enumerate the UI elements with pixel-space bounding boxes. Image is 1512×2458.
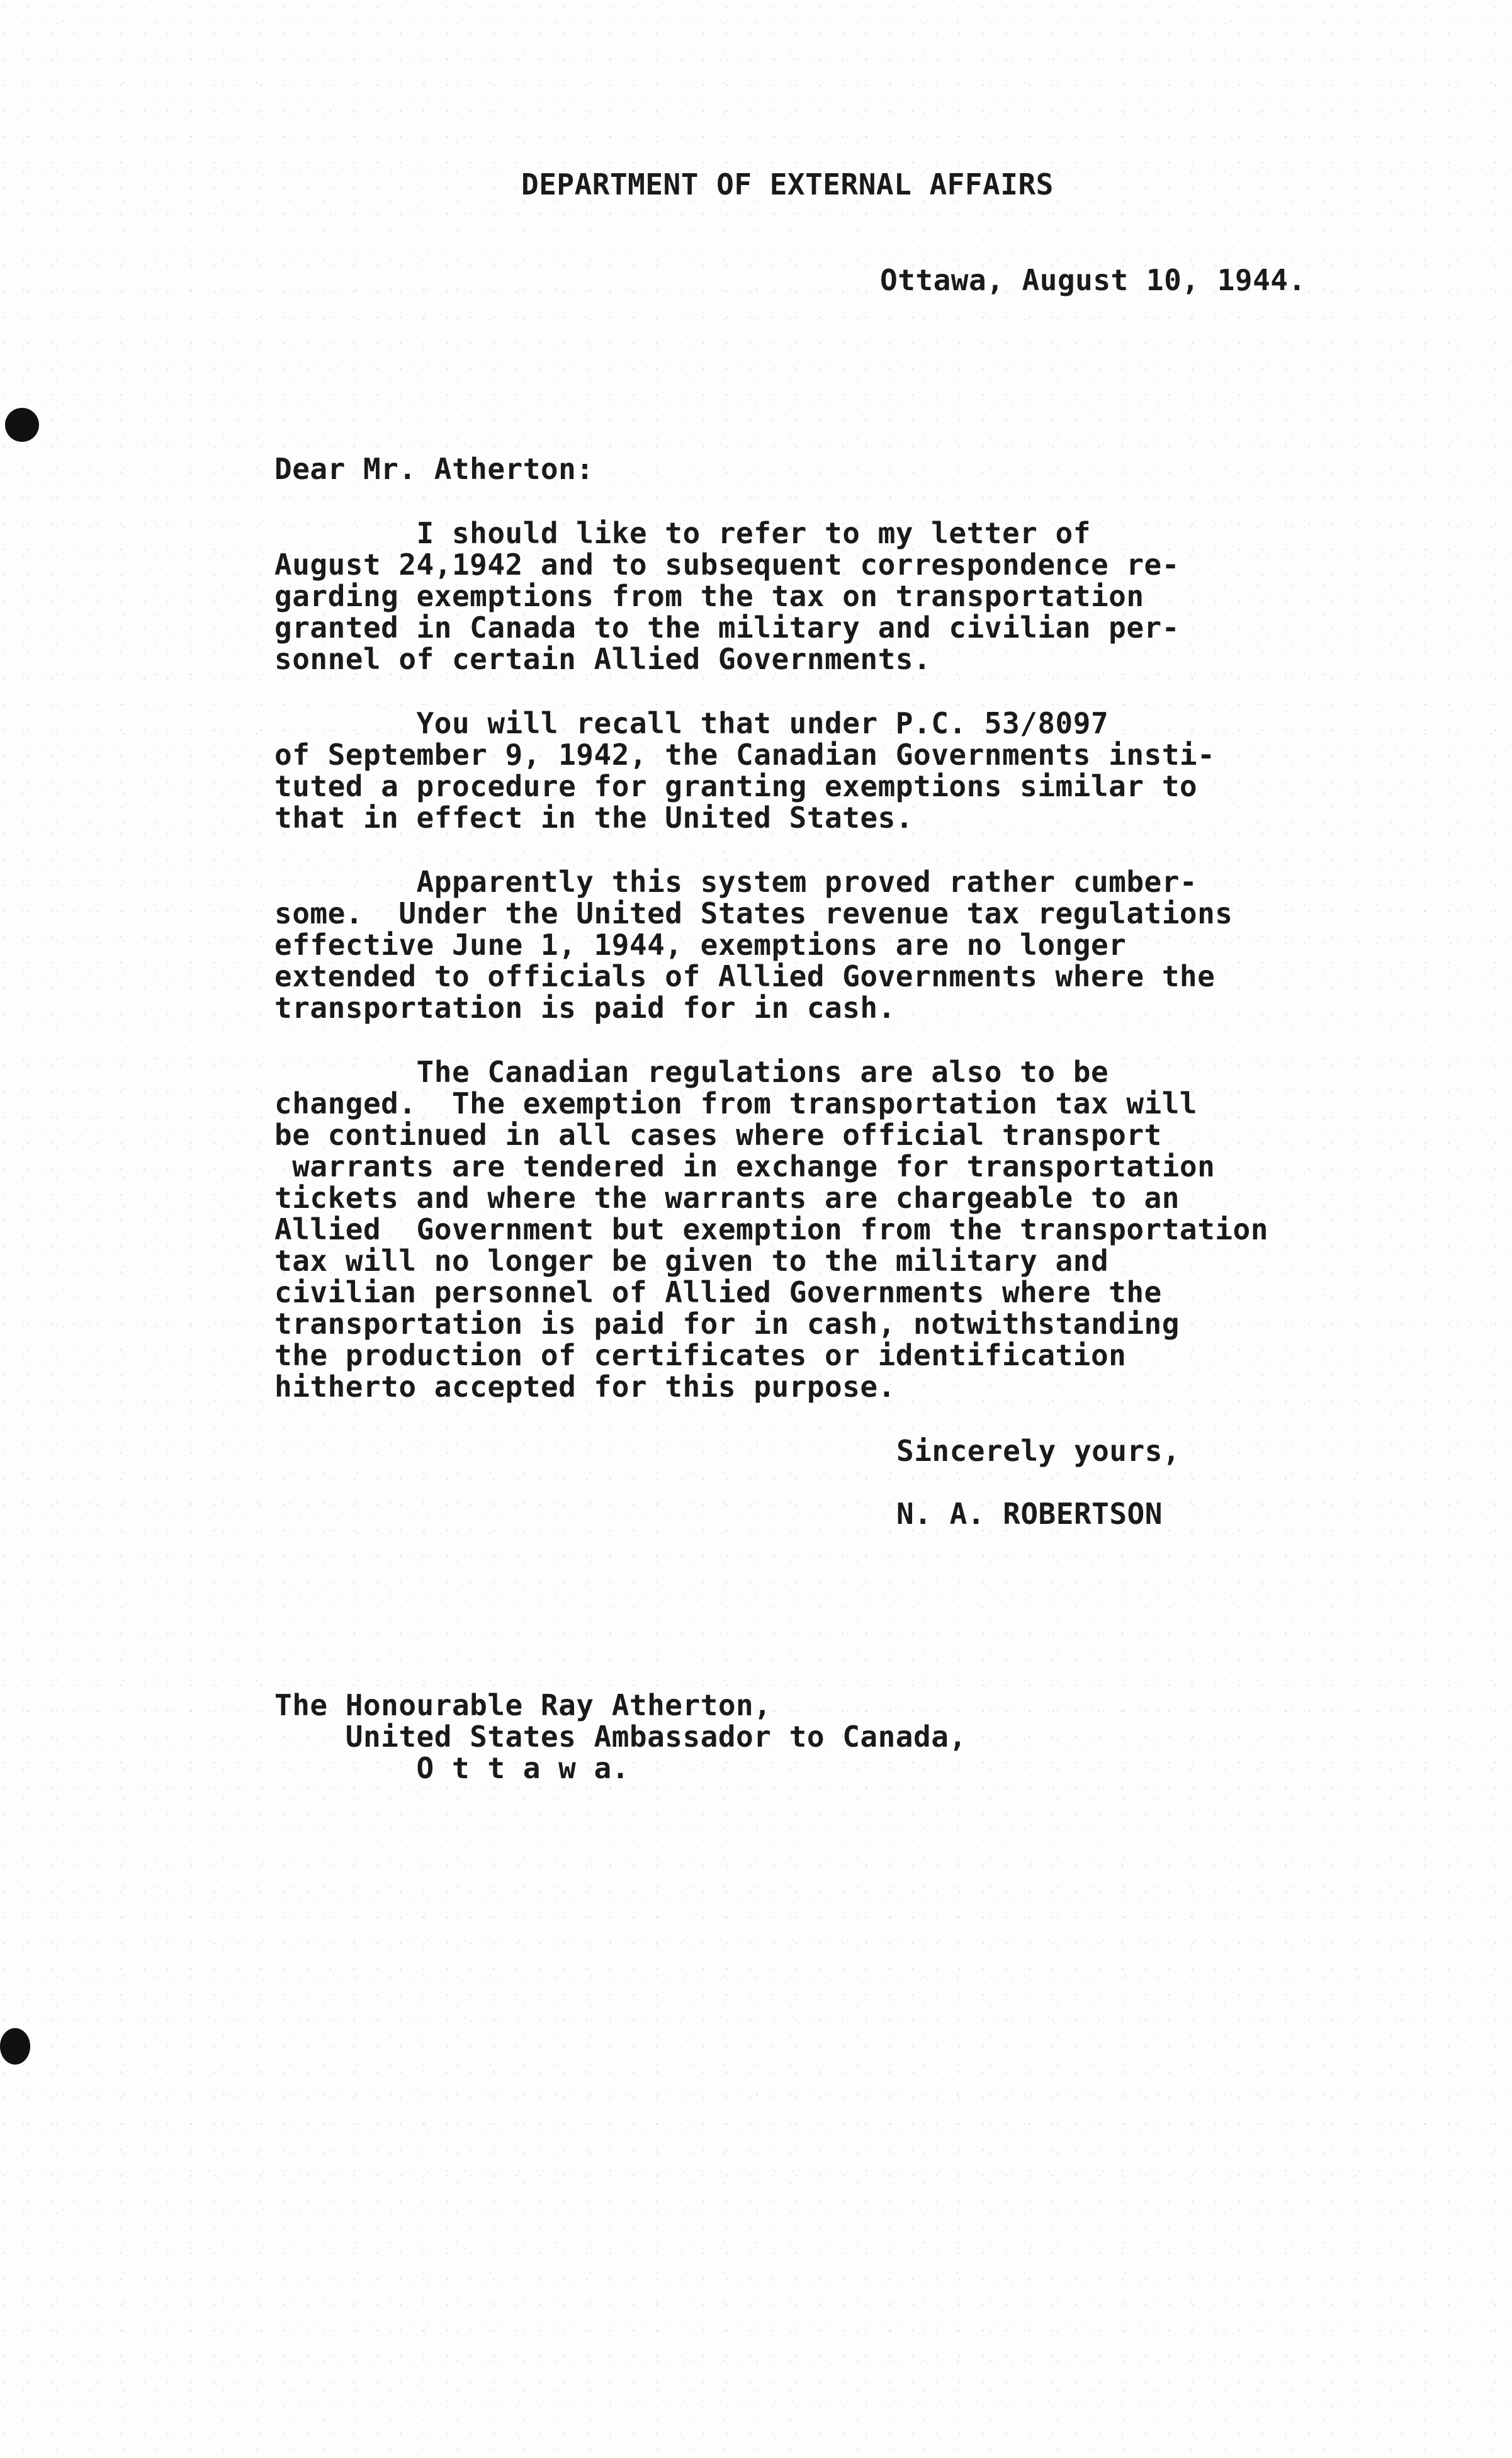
paragraph-2-line-3: tuted a procedure for granting exemptions similar to: [274, 769, 1198, 803]
closing: Sincerely yours,: [896, 1434, 1181, 1468]
paragraph-4-line-4: warrants are tendered in exchange for transportation: [274, 1149, 1216, 1183]
paragraph-4-line-11: hitherto accepted for this purpose.: [274, 1370, 896, 1404]
address-line-1: The Honourable Ray Atherton,: [274, 1688, 772, 1722]
address-line-3: O t t a w a.: [274, 1751, 629, 1785]
paragraph-4-line-9: transportation is paid for in cash, notwithstanding: [274, 1307, 1180, 1341]
paragraph-2-line-1: You will recall that under P.C. 53/8097: [274, 706, 1109, 740]
paragraph-4-line-8: civilian personnel of Allied Governments where the: [274, 1275, 1162, 1309]
paragraph-2-line-2: of September 9, 1942, the Canadian Governments insti-: [274, 738, 1216, 772]
paragraph-1-line-2: August 24,1942 and to subsequent correspondence re-: [274, 548, 1180, 582]
paragraph-4-line-1: The Canadian regulations are also to be: [274, 1055, 1109, 1089]
paragraph-2-line-4: that in effect in the United States.: [274, 801, 913, 835]
paragraph-3-line-3: effective June 1, 1944, exemptions are no longer: [274, 928, 1127, 962]
paragraph-3-line-2: some. Under the United States revenue tax regulations: [274, 896, 1233, 930]
paragraph-1-line-4: granted in Canada to the military and civilian per-: [274, 611, 1180, 645]
paragraph-4-line-2: changed. The exemption from transportation tax will: [274, 1086, 1198, 1120]
paragraph-3-line-1: Apparently this system proved rather cumber-: [274, 865, 1198, 899]
paragraph-1-line-5: sonnel of certain Allied Governments.: [274, 642, 932, 676]
paragraph-4-line-6: Allied Government but exemption from the transportation: [274, 1212, 1268, 1246]
paragraph-1-line-3: garding exemptions from the tax on transportation: [274, 579, 1144, 613]
paragraph-4-line-7: tax will no longer be given to the military and: [274, 1244, 1109, 1278]
paragraph-3-line-5: transportation is paid for in cash.: [274, 991, 896, 1025]
paragraph-4-line-5: tickets and where the warrants are chargeable to an: [274, 1181, 1180, 1215]
paragraph-4-line-3: be continued in all cases where official transport: [274, 1118, 1162, 1152]
punch-hole-bottom: [0, 2028, 30, 2065]
address-line-2: United States Ambassador to Canada,: [274, 1720, 967, 1754]
department-heading: DEPARTMENT OF EXTERNAL AFFAIRS: [521, 167, 1054, 201]
paragraph-1-line-1: I should like to refer to my letter of: [274, 516, 1091, 550]
place-date: Ottawa, August 10, 1944.: [880, 263, 1306, 297]
salutation: Dear Mr. Atherton:: [274, 452, 594, 486]
punch-hole-top: [5, 408, 39, 442]
paragraph-4-line-10: the production of certificates or identification: [274, 1338, 1127, 1372]
paragraph-3-line-4: extended to officials of Allied Governments where the: [274, 959, 1216, 993]
signature: N. A. ROBERTSON: [896, 1497, 1163, 1531]
